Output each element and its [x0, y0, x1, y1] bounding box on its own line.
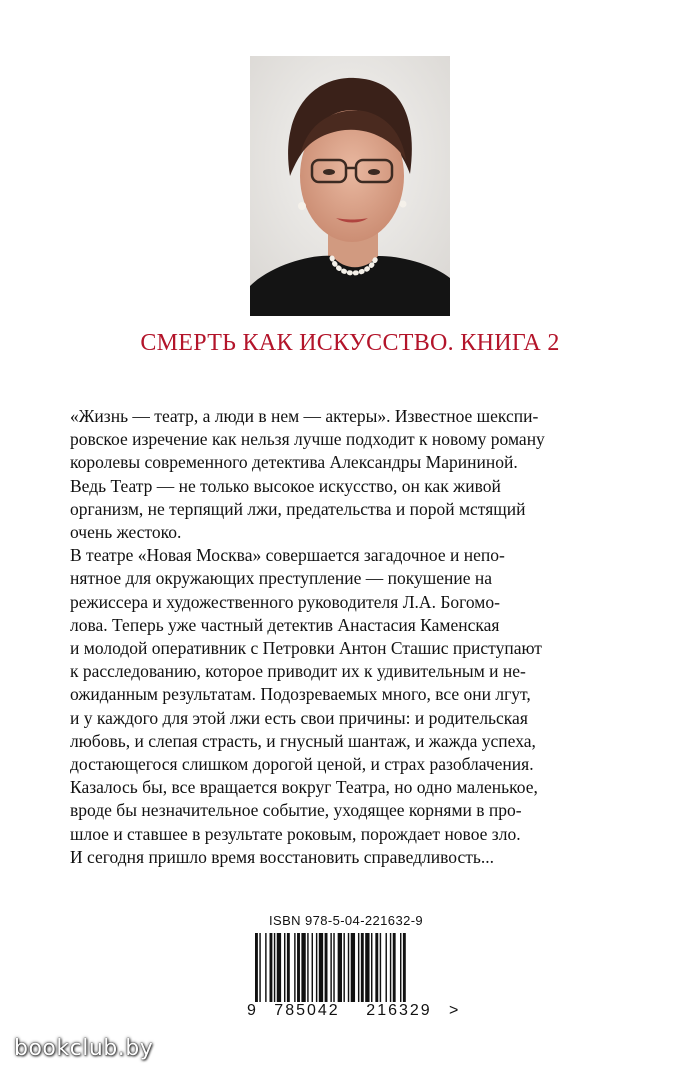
blurb-line: режиссера и художественного руководителя Л.А. Богомо- — [70, 591, 500, 612]
barcode-bar — [316, 933, 317, 1007]
blurb-line: Ведь Театр — не только высокое искусство, он как живой — [70, 475, 501, 496]
barcode-bar — [338, 933, 342, 1007]
barcode-bar — [294, 933, 295, 1007]
barcode-bar — [297, 933, 300, 1007]
blurb-line: и у каждого для этой лжи есть свои причины: и родительская — [70, 707, 528, 728]
barcode-bar — [301, 933, 305, 1007]
isbn-number: ISBN 978-5-04-221632-9 — [269, 913, 424, 928]
blurb-paragraph-2 — [70, 544, 636, 869]
barcode-right-digits: 216329 — [355, 1002, 443, 1020]
blurb-line: И сегодня пришло время восстановить справедливость... — [70, 846, 494, 867]
blurb-line: шлое и ставшее в результате роковым, порождает новое зло. — [70, 823, 521, 844]
barcode-bar — [365, 933, 369, 1007]
barcode-bar — [287, 933, 290, 1007]
barcode-left-digits: 785042 — [263, 1002, 351, 1020]
book-title: СМЕРТЬ КАК ИСКУССТВО. КНИГА 2 — [140, 330, 560, 356]
barcode-bar — [358, 933, 359, 1007]
blurb-line: любовь, и слепая страсть, и гнусный шантаж, и жажда успеха, — [70, 730, 536, 751]
author-photo — [250, 56, 450, 316]
blurb-line: В театре «Новая Москва» совершается загадочное и непо- — [70, 545, 505, 566]
barcode-bar — [312, 933, 313, 1007]
barcode-bar — [390, 933, 391, 1007]
barcode-bar — [393, 933, 396, 1007]
blurb-line: нятное для окружающих преступление — покушение на — [70, 568, 493, 589]
blurb-line: ожиданным результатам. Подозреваемых много, все они лгут, — [70, 684, 531, 705]
barcode-bar — [319, 933, 323, 1007]
barcode-bar — [375, 933, 378, 1007]
barcode-bar — [371, 933, 372, 1007]
barcode-arrow: > — [449, 1002, 459, 1019]
author-portrait-image — [250, 56, 450, 316]
blurb-line: достающегося слишком дорогой ценой, и страх разоблачения. — [70, 754, 534, 775]
barcode-bar — [400, 933, 401, 1007]
barcode-bar — [351, 933, 355, 1007]
blurb-paragraph-1 — [70, 405, 636, 544]
barcode-bar — [265, 933, 266, 1007]
barcode-bar — [274, 933, 275, 1007]
blurb-line: и молодой оперативник с Петровки Антон Сташис приступают — [70, 638, 542, 659]
barcode-bar — [325, 933, 328, 1007]
blurb-line: ровское изречение как нельзя лучше подходит к новому роману — [70, 429, 545, 450]
blurb-line: Казалось бы, все вращается вокруг Театра, но одно маленькое, — [70, 777, 538, 798]
barcode-bar — [277, 933, 281, 1007]
blurb-line: лова. Теперь уже частный детектив Анастасия Каменская — [70, 614, 500, 635]
site-watermark: bookclub.by — [14, 1036, 154, 1061]
blurb-line: к расследованию, которое приводит их к удивительным и не- — [70, 661, 526, 682]
barcode-bar — [361, 933, 364, 1007]
blurb-line: очень жестоко. — [70, 522, 182, 543]
barcode-bar — [270, 933, 273, 1007]
blurb-line: организм, не терпящий лжи, предательства и порой мстящий — [70, 498, 526, 519]
barcode-bar — [386, 933, 387, 1007]
barcode-bar — [348, 933, 349, 1007]
barcode-bar — [307, 933, 308, 1007]
barcode-bar — [343, 933, 344, 1007]
blurb-text — [70, 405, 636, 869]
blurb-line: вроде бы незначительное событие, уходящее корнями в про- — [70, 800, 522, 821]
barcode-bar — [380, 933, 381, 1007]
barcode-digits — [247, 1002, 465, 1022]
barcode-bar — [284, 933, 285, 1007]
blurb-line: королевы современного детектива Александры Марининой. — [70, 452, 518, 473]
barcode-first-digit: 9 — [247, 1002, 256, 1019]
blurb-line: «Жизнь — театр, а люди в нем — актеры». Известное шекспи- — [70, 406, 539, 426]
